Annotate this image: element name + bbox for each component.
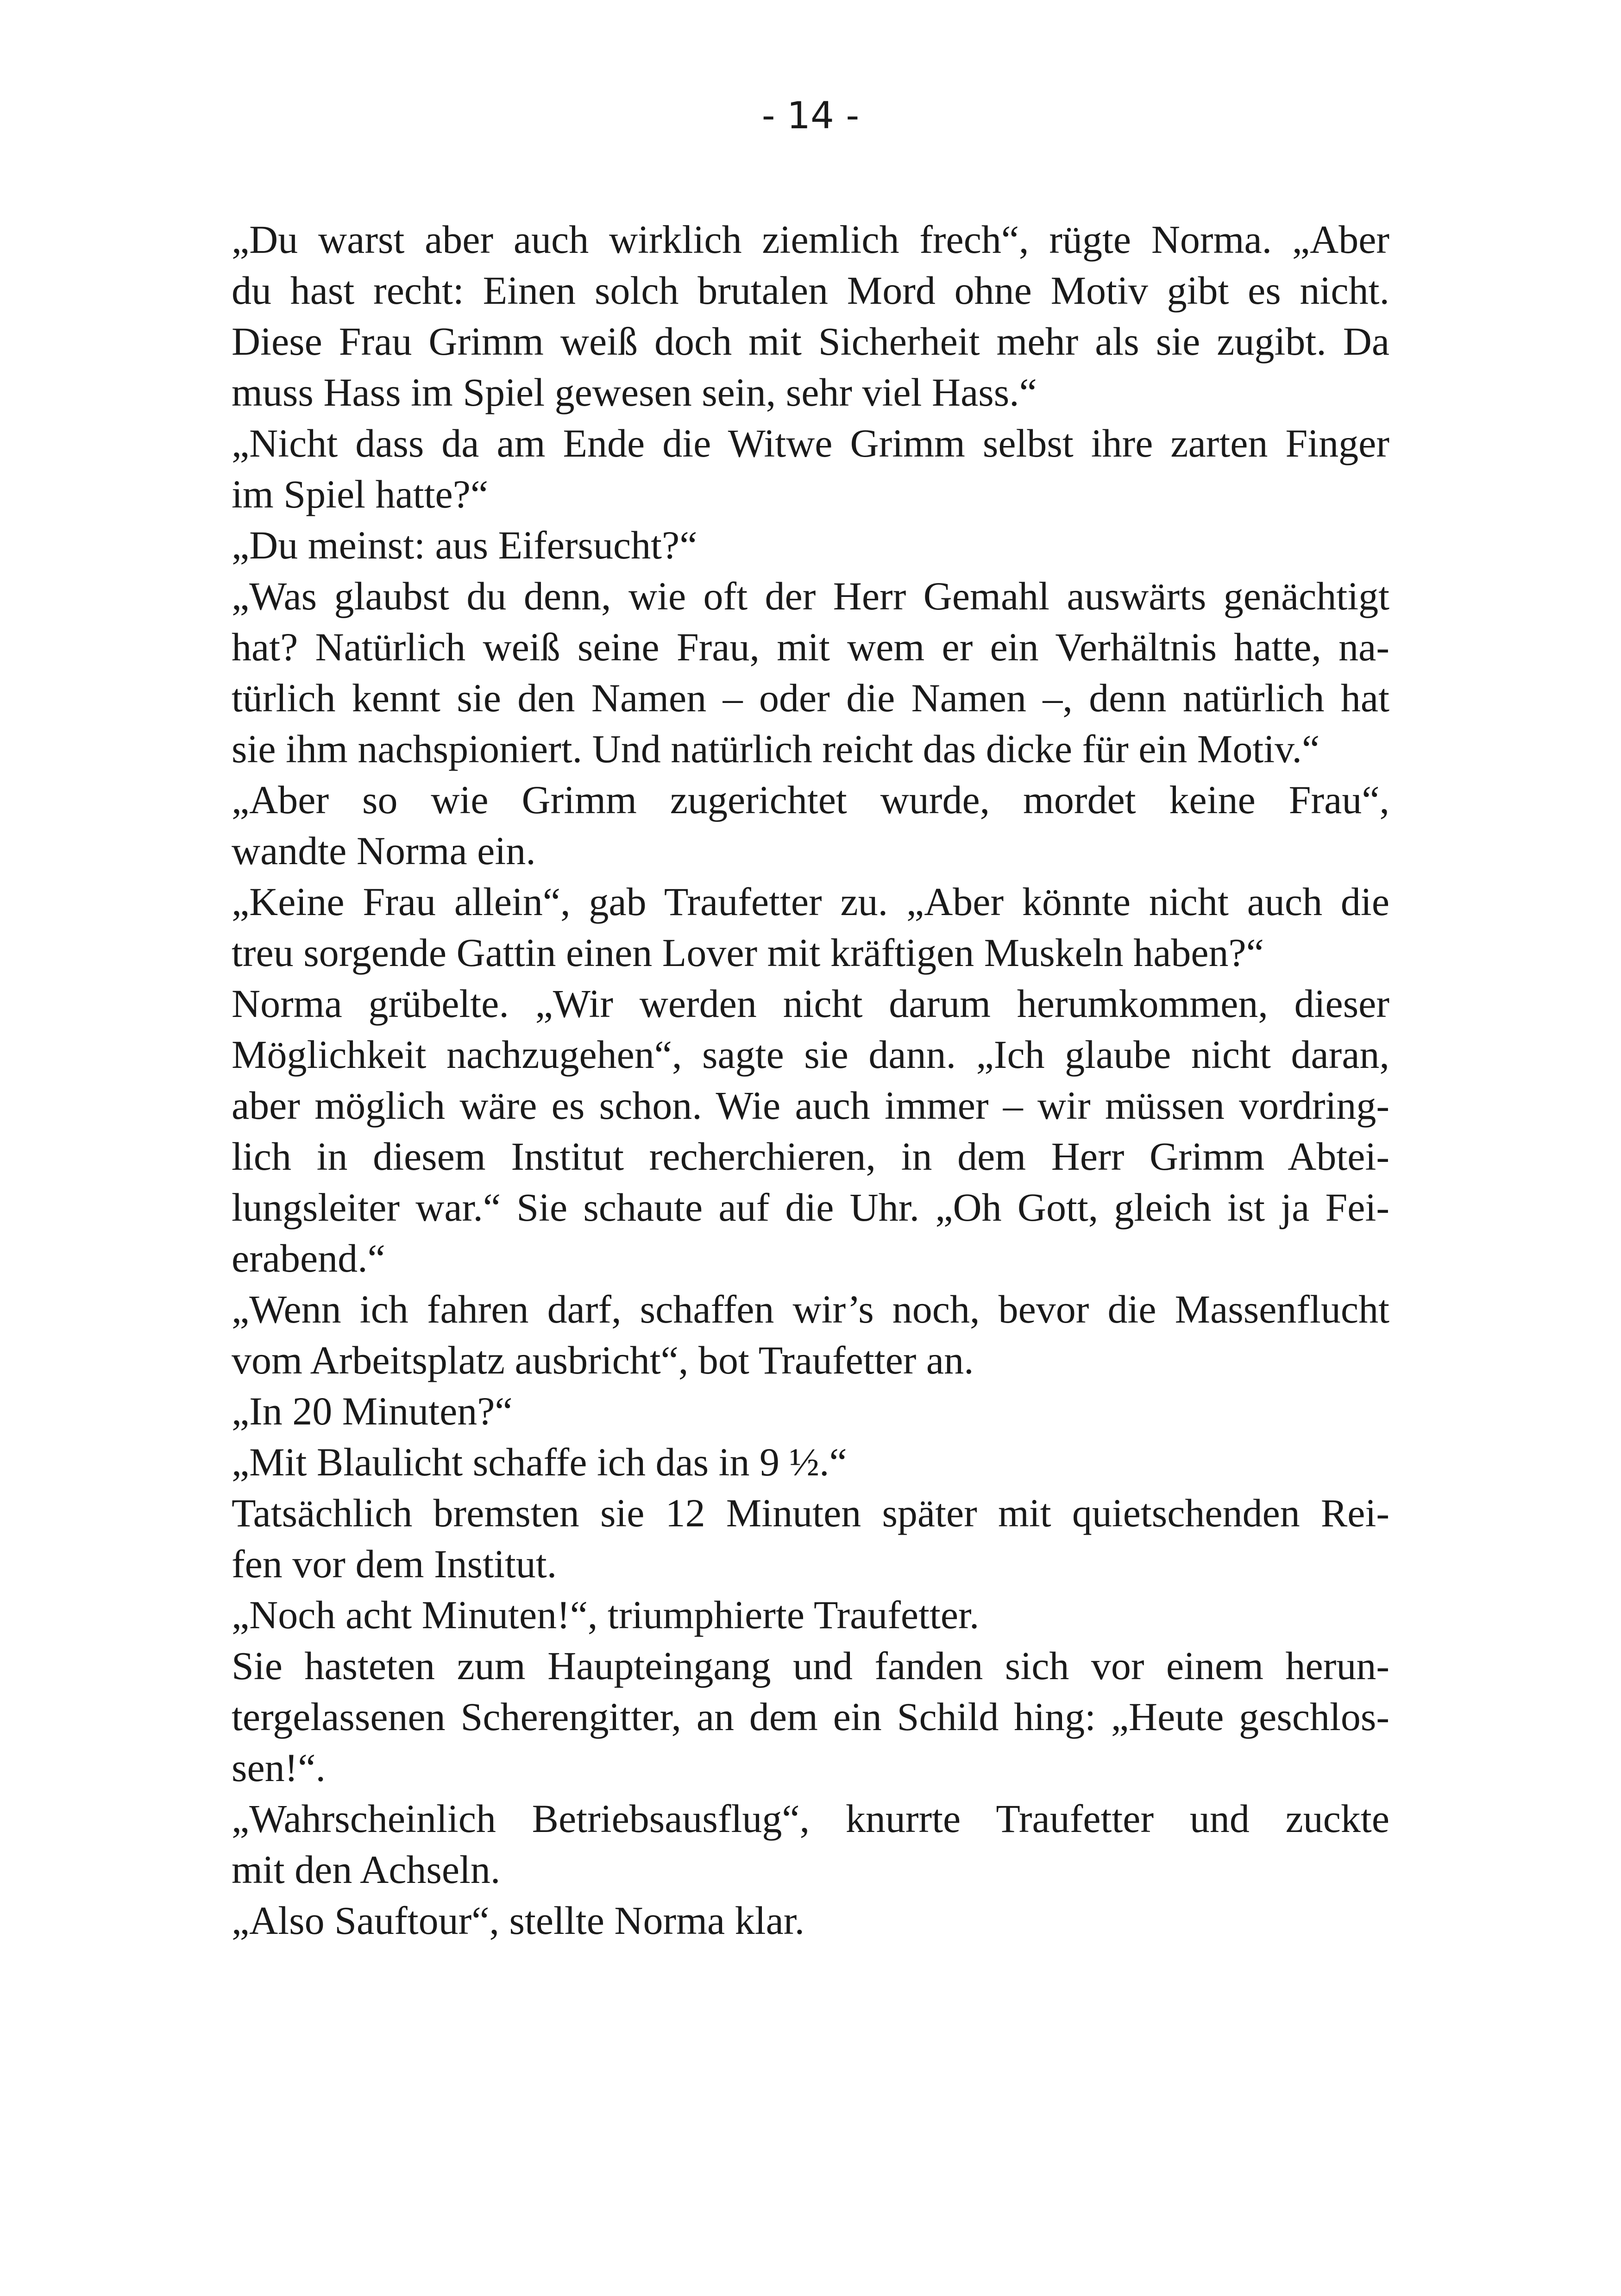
text-line: „Mit Blaulicht schaffe ich das in 9 ½.“: [232, 1440, 847, 1484]
paragraph: [232, 1895, 1389, 1946]
text-line: Sie hasteten zum Haupteingang und fanden sich vor einem herun-: [232, 1644, 1389, 1688]
text-line: „Nicht dass da am Ende die Witwe Grimm selbst ihre zarten Finger: [232, 421, 1389, 465]
text-line: „Wenn ich fahren darf, schaffen wir’s noch, bevor die Massenflucht: [232, 1287, 1389, 1331]
text-line: „Was glaubst du denn, wie oft der Herr Gemahl auswärts genächtigt: [232, 574, 1389, 618]
text-line: „Noch acht Minuten!“, triumphierte Traufetter.: [232, 1593, 980, 1637]
paragraph: [232, 876, 1389, 978]
text-line: „Wahrscheinlich Betriebsausflug“, knurrte Traufetter und zuckte: [232, 1796, 1389, 1841]
page-number: - 14 -: [761, 94, 860, 137]
text-line: „Also Sauftour“, stellte Norma klar.: [232, 1898, 805, 1943]
text-line: im Spiel hatte?“: [232, 472, 489, 516]
paragraph: [232, 1640, 1389, 1793]
text-line: „Keine Frau allein“, gab Traufetter zu. „Aber könnte nicht auch die: [232, 879, 1389, 924]
text-line: lungsleiter war.“ Sie schaute auf die Uhr. „Oh Gott, gleich ist ja Fei-: [232, 1185, 1389, 1230]
paragraph: [232, 214, 1389, 418]
paragraph: [232, 1386, 1389, 1437]
text-line: Möglichkeit nachzugehen“, sagte sie dann. „Ich glaube nicht daran,: [232, 1032, 1389, 1077]
paragraph: [232, 1589, 1389, 1640]
paragraph: [232, 978, 1389, 1284]
text-line: Diese Frau Grimm weiß doch mit Sicherheit mehr als sie zugibt. Da: [232, 319, 1389, 364]
paragraph: [232, 418, 1389, 520]
text-line: „In 20 Minuten?“: [232, 1389, 513, 1433]
text-line: muss Hass im Spiel gewesen sein, sehr viel Hass.“: [232, 370, 1037, 414]
paragraph: [232, 1284, 1389, 1386]
text-line: vom Arbeitsplatz ausbricht“, bot Traufetter an.: [232, 1338, 974, 1382]
paragraph: [232, 1487, 1389, 1589]
text-line: tergelassenen Scherengitter, an dem ein Schild hing: „Heute geschlos-: [232, 1694, 1389, 1739]
text-line: wandte Norma ein.: [232, 828, 536, 873]
text-line: fen vor dem Institut.: [232, 1542, 557, 1586]
text-line: türlich kennt sie den Namen – oder die Namen –, denn natürlich hat: [232, 676, 1389, 720]
paragraph: [232, 1793, 1389, 1895]
paragraph: [232, 571, 1389, 774]
text-line: lich in diesem Institut recherchieren, in dem Herr Grimm Abtei-: [232, 1134, 1389, 1179]
text-line: „Aber so wie Grimm zugerichtet wurde, mordet keine Frau“,: [232, 778, 1389, 822]
body-text: [232, 214, 1389, 1946]
paragraph: [232, 774, 1389, 876]
text-line: sen!“.: [232, 1745, 326, 1790]
text-line: erabend.“: [232, 1236, 385, 1280]
text-line: „Du meinst: aus Eifersucht?“: [232, 523, 697, 567]
text-line: aber möglich wäre es schon. Wie auch immer – wir müssen vordring-: [232, 1083, 1389, 1128]
text-line: hat? Natürlich weiß seine Frau, mit wem er ein Verhältnis hatte, na-: [232, 625, 1389, 669]
text-line: „Du warst aber auch wirklich ziemlich frech“, rügte Norma. „Aber: [232, 217, 1389, 262]
text-line: mit den Achseln.: [232, 1847, 501, 1892]
paragraph: [232, 520, 1389, 571]
text-line: Tatsächlich bremsten sie 12 Minuten später mit quietschenden Rei-: [232, 1491, 1389, 1535]
text-line: du hast recht: Einen solch brutalen Mord ohne Motiv gibt es nicht.: [232, 268, 1389, 313]
text-line: treu sorgende Gattin einen Lover mit kräftigen Muskeln haben?“: [232, 930, 1264, 975]
paragraph: [232, 1437, 1389, 1487]
text-line: sie ihm nachspioniert. Und natürlich reicht das dicke für ein Motiv.“: [232, 727, 1320, 771]
text-line: Norma grübelte. „Wir werden nicht darum herumkommen, dieser: [232, 981, 1389, 1026]
